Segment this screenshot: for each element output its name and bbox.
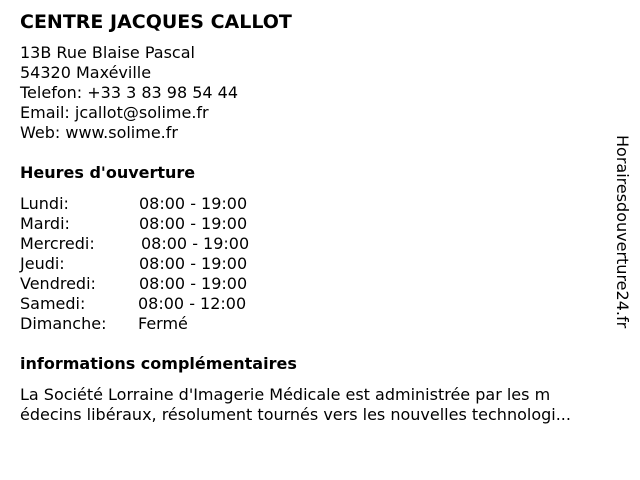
contact-block [20,43,238,143]
address-city: 54320 Maxéville [20,63,152,82]
hours-row-friday [20,274,280,294]
time-value: 08:00 - 19:00 [139,254,248,273]
hours-row-tuesday [20,214,280,234]
business-name: CENTRE JACQUES CALLOT [20,11,292,33]
hours-heading: Heures d'ouverture [20,163,196,182]
website: Web: www.solime.fr [20,123,178,142]
time-value: 08:00 - 19:00 [139,214,248,233]
opening-hours-list [20,194,280,334]
hours-row-monday [20,194,280,214]
info-line-2: édecins libéraux, résolument tournés vers les nouvelles technologi... [20,405,571,424]
time-value: 08:00 - 19:00 [141,234,250,253]
info-line-1: La Société Lorraine d'Imagerie Médicale est administrée par les m [20,385,551,404]
time-value: 08:00 - 19:00 [139,274,248,293]
time-value: 08:00 - 12:00 [138,294,247,313]
day-label: Samedi: [20,294,86,313]
day-label: Lundi: [20,194,69,213]
day-label: Dimanche: [20,314,107,333]
day-label: Mardi: [20,214,70,233]
info-heading: informations complémentaires [20,354,297,373]
info-description [20,385,620,425]
day-label: Mercredi: [20,234,95,253]
hours-row-saturday [20,294,280,314]
day-label: Vendredi: [20,274,96,293]
site-watermark: Horairesdouverture24.fr [613,135,632,329]
time-value: 08:00 - 19:00 [139,194,248,213]
time-value: Fermé [138,314,188,333]
email-address: Email: jcallot@solime.fr [20,103,209,122]
hours-row-sunday [20,314,280,334]
address-street: 13B Rue Blaise Pascal [20,43,195,62]
hours-row-thursday [20,254,280,274]
phone-number: Telefon: +33 3 83 98 54 44 [20,83,239,102]
day-label: Jeudi: [20,254,65,273]
hours-row-wednesday [20,234,280,254]
